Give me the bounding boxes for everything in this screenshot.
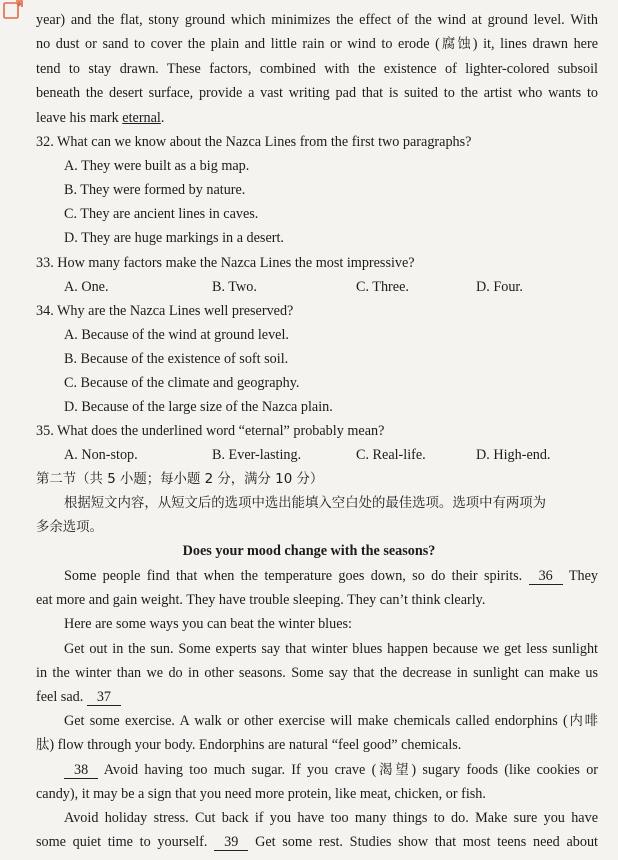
- question-32-option-a[interactable]: A. They were built as a big map.: [64, 158, 250, 174]
- question-35-stem: 35. What does the underlined word “eternal” probably mean?: [36, 423, 385, 439]
- question-32-stem: 32. What can we know about the Nazca Lines from the first two paragraphs?: [36, 134, 472, 150]
- underlined-word-eternal: eternal: [122, 110, 161, 126]
- paragraph-6-line-2: some quiet time to yourself. 39 Get some rest. Studies show that most teens need about: [36, 834, 598, 850]
- passage-title: Does your mood change with the seasons?: [182, 543, 436, 559]
- paragraph-4-line-2: 肽) flow through your body. Endorphins are natural “feel good” chemicals.: [36, 737, 462, 753]
- passage-line-1: year) and the flat, stony ground which minimizes the effect of the wind at ground level. With: [36, 12, 598, 28]
- question-32-option-b[interactable]: B. They were formed by nature.: [64, 182, 246, 198]
- section-2-instruction-1: 根据短文内容，从短文后的选项中选出能填入空白处的最佳选项。选项中有两项为: [64, 496, 547, 511]
- paragraph-3-line-2: in the winter than we do in other seasons. Some say that the decrease in sunlight can make us: [36, 665, 598, 681]
- paragraph-3-line-3: feel sad. 37: [36, 689, 121, 706]
- edit-note-icon[interactable]: [2, 0, 24, 20]
- blank-38[interactable]: 38: [64, 763, 98, 779]
- paragraph-3-line-1: Get out in the sun. Some experts say that winter blues happen because we get less sunlight: [64, 641, 598, 657]
- question-34-option-a[interactable]: A. Because of the wind at ground level.: [64, 327, 289, 343]
- section-2-heading: 第二节（共 5 小题；每小题 2 分，满分 10 分）: [36, 472, 324, 487]
- question-32-option-d[interactable]: D. They are huge markings in a desert.: [64, 230, 284, 246]
- paragraph-4-line-1: Get some exercise. A walk or other exercise will make chemicals called endorphins (内啡: [64, 713, 599, 729]
- question-35-option-b[interactable]: B. Ever-lasting.: [212, 447, 302, 463]
- question-34-option-c[interactable]: C. Because of the climate and geography.: [64, 375, 300, 391]
- section-2-instruction-2: 多余选项。: [36, 520, 103, 535]
- passage-line-5: leave his mark eternal.: [36, 110, 165, 126]
- blank-37[interactable]: 37: [87, 690, 121, 706]
- paragraph-6-line-1: Avoid holiday stress. Cut back if you have too many things to do. Make sure you have: [64, 810, 598, 826]
- question-33-option-c[interactable]: C. Three.: [356, 279, 409, 295]
- paragraph-1-line-1: Some people find that when the temperature goes down, so do their spirits. 36 They: [64, 568, 599, 584]
- question-35-option-c[interactable]: C. Real-life.: [356, 447, 426, 463]
- question-34-option-d[interactable]: D. Because of the large size of the Nazca plain.: [64, 399, 333, 415]
- paragraph-5-line-1: 38 Avoid having too much sugar. If you crave (渴望) sugary foods (like cookies or: [64, 762, 598, 779]
- passage-line-4: beneath the desert surface, provide a vast writing pad that is suited to the artist who wants to: [36, 85, 598, 101]
- passage-line-2: no dust or sand to cover the plain and little rain or wind to erode (腐蚀) it, lines drawn here: [36, 36, 598, 52]
- question-34-stem: 34. Why are the Nazca Lines well preserved?: [36, 303, 294, 319]
- question-32-option-c[interactable]: C. They are ancient lines in caves.: [64, 206, 259, 222]
- question-33-stem: 33. How many factors make the Nazca Lines the most impressive?: [36, 255, 415, 271]
- paragraph-5-line-2: candy), it may be a sign that you need more protein, like meat, chicken, or fish.: [36, 786, 486, 802]
- paragraph-2: Here are some ways you can beat the winter blues:: [64, 616, 352, 632]
- paragraph-1-line-2: eat more and gain weight. They have trouble sleeping. They can’t think clearly.: [36, 592, 486, 608]
- question-33-option-a[interactable]: A. One.: [64, 279, 109, 295]
- blank-36[interactable]: 36: [529, 569, 563, 585]
- passage-line-3: tend to stay drawn. These factors, combined with the existence of lighter-colored subsoil: [36, 61, 598, 77]
- question-33-option-d[interactable]: D. Four.: [476, 279, 523, 295]
- question-34-option-b[interactable]: B. Because of the existence of soft soil.: [64, 351, 289, 367]
- blank-39[interactable]: 39: [214, 835, 248, 851]
- question-35-option-a[interactable]: A. Non-stop.: [64, 447, 138, 463]
- question-33-option-b[interactable]: B. Two.: [212, 279, 257, 295]
- question-35-option-d[interactable]: D. High-end.: [476, 447, 551, 463]
